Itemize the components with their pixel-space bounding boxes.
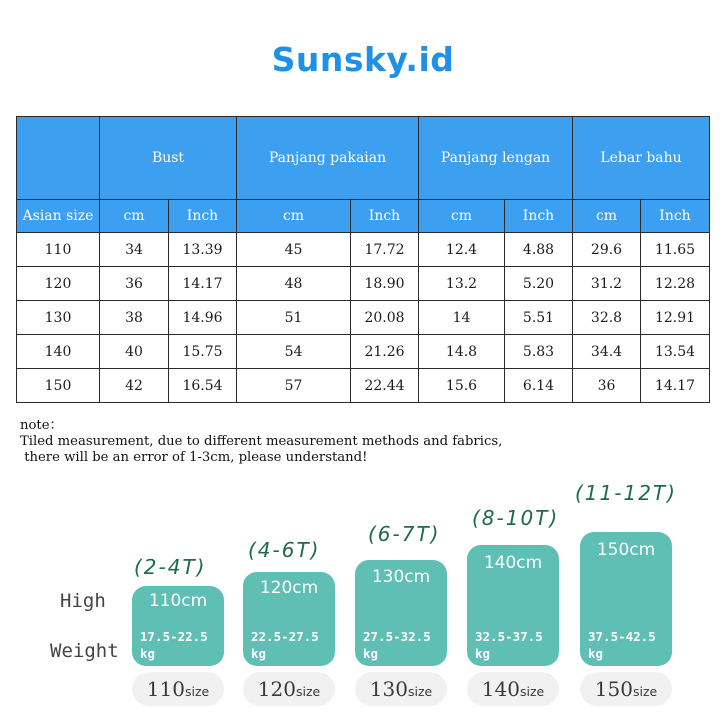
size-card xyxy=(467,545,559,666)
table-cell: 45 xyxy=(237,233,351,267)
weight-value xyxy=(475,628,559,662)
size-card xyxy=(580,532,672,666)
unit-header: cm xyxy=(573,200,641,233)
group-header-panjang-pakaian: Panjang pakaian xyxy=(237,117,419,200)
table-cell: 36 xyxy=(100,267,169,301)
size-pill xyxy=(580,672,672,706)
weight-value xyxy=(363,628,447,662)
table-cell: 20.08 xyxy=(351,301,419,335)
table-row xyxy=(17,369,710,403)
table-cell: 5.83 xyxy=(505,335,573,369)
brand-title: Sunsky.id xyxy=(271,40,455,79)
height-value: 130cm xyxy=(371,567,431,587)
note-title: note： xyxy=(20,418,63,433)
height-value: 140cm xyxy=(483,553,543,573)
age-range-label: (11-12T) xyxy=(575,481,677,505)
table-cell: 57 xyxy=(237,369,351,403)
table-cell: 12.91 xyxy=(641,301,710,335)
size-number: 120 xyxy=(257,677,296,701)
weight-value xyxy=(251,628,335,662)
size-pill xyxy=(467,672,559,706)
table-row xyxy=(17,267,710,301)
table-cell: 29.6 xyxy=(573,233,641,267)
table-cell: 110 xyxy=(17,233,100,267)
table-corner-cell xyxy=(17,117,100,200)
table-group-header-row xyxy=(17,117,710,200)
table-cell: 15.75 xyxy=(169,335,237,369)
height-value: 120cm xyxy=(259,578,319,598)
height-value: 150cm xyxy=(596,540,656,560)
table-cell: 14.17 xyxy=(169,267,237,301)
weight-value xyxy=(588,628,672,662)
table-cell: 21.26 xyxy=(351,335,419,369)
weight-value xyxy=(140,628,224,662)
note-block xyxy=(20,418,710,466)
size-pill xyxy=(243,672,335,706)
unit-header: cm xyxy=(100,200,169,233)
table-cell: 140 xyxy=(17,335,100,369)
weight-range: 27.5-32.5 xyxy=(363,629,431,644)
table-cell: 14.17 xyxy=(641,369,710,403)
age-range-label: (8-10T) xyxy=(472,506,560,530)
table-cell: 14 xyxy=(419,301,505,335)
table-row xyxy=(17,301,710,335)
table-cell: 12.4 xyxy=(419,233,505,267)
table-cell: 48 xyxy=(237,267,351,301)
size-number: 150 xyxy=(594,677,633,701)
size-unit: size xyxy=(407,684,433,699)
note-line: there will be an error of 1-3cm, please understand! xyxy=(20,450,368,465)
age-range-label: (4-6T) xyxy=(248,538,321,562)
table-cell: 34.4 xyxy=(573,335,641,369)
age-range-label: (2-4T) xyxy=(134,555,207,579)
size-number: 140 xyxy=(481,677,520,701)
table-cell: 31.2 xyxy=(573,267,641,301)
height-value: 110cm xyxy=(148,591,208,611)
table-cell: 40 xyxy=(100,335,169,369)
size-card xyxy=(132,586,224,666)
table-cell: 42 xyxy=(100,369,169,403)
table-cell: 17.72 xyxy=(351,233,419,267)
weight-range: 22.5-27.5 xyxy=(251,629,319,644)
unit-header: cm xyxy=(237,200,351,233)
weight-range: 37.5-42.5 xyxy=(588,629,656,644)
size-pill xyxy=(355,672,447,706)
size-card xyxy=(355,560,447,666)
table-cell: 38 xyxy=(100,301,169,335)
table-cell: 32.8 xyxy=(573,301,641,335)
size-header: Asian size xyxy=(17,200,100,233)
table-cell: 51 xyxy=(237,301,351,335)
weight-label: Weight xyxy=(50,640,119,662)
size-card xyxy=(243,572,335,666)
size-pill xyxy=(132,672,224,706)
table-cell: 5.51 xyxy=(505,301,573,335)
size-unit: size xyxy=(184,684,210,699)
weight-unit: kg xyxy=(588,646,604,661)
table-cell: 16.54 xyxy=(169,369,237,403)
size-unit: size xyxy=(295,684,321,699)
table-cell: 54 xyxy=(237,335,351,369)
table-cell: 36 xyxy=(573,369,641,403)
note-line: Tiled measurement, due to different measurement methods and fabrics, xyxy=(20,434,503,449)
group-header-panjang-lengan: Panjang lengan xyxy=(419,117,573,200)
unit-header: Inch xyxy=(169,200,237,233)
weight-unit: kg xyxy=(251,646,267,661)
table-row xyxy=(17,335,710,369)
weight-unit: kg xyxy=(475,646,491,661)
table-cell: 34 xyxy=(100,233,169,267)
table-cell: 6.14 xyxy=(505,369,573,403)
table-cell: 14.8 xyxy=(419,335,505,369)
table-cell: 15.6 xyxy=(419,369,505,403)
table-cell: 14.96 xyxy=(169,301,237,335)
table-cell: 120 xyxy=(17,267,100,301)
table-cell: 5.20 xyxy=(505,267,573,301)
size-number: 130 xyxy=(369,677,408,701)
high-label: High xyxy=(60,590,106,612)
table-cell: 22.44 xyxy=(351,369,419,403)
size-table xyxy=(16,116,710,403)
group-header-bust: Bust xyxy=(100,117,237,200)
age-range-label: (6-7T) xyxy=(368,522,441,546)
unit-header: cm xyxy=(419,200,505,233)
group-header-lebar-bahu: Lebar bahu xyxy=(573,117,710,200)
table-cell: 18.90 xyxy=(351,267,419,301)
table-cell: 4.88 xyxy=(505,233,573,267)
table-unit-header-row xyxy=(17,200,710,233)
weight-unit: kg xyxy=(140,646,156,661)
table-cell: 150 xyxy=(17,369,100,403)
table-cell: 11.65 xyxy=(641,233,710,267)
unit-header: Inch xyxy=(505,200,573,233)
size-unit: size xyxy=(632,684,658,699)
unit-header: Inch xyxy=(351,200,419,233)
table-cell: 13.39 xyxy=(169,233,237,267)
size-unit: size xyxy=(519,684,545,699)
table-cell: 12.28 xyxy=(641,267,710,301)
unit-header: Inch xyxy=(641,200,710,233)
table-row xyxy=(17,233,710,267)
weight-range: 32.5-37.5 xyxy=(475,629,543,644)
table-cell: 13.2 xyxy=(419,267,505,301)
weight-range: 17.5-22.5 xyxy=(140,629,208,644)
weight-unit: kg xyxy=(363,646,379,661)
table-cell: 13.54 xyxy=(641,335,710,369)
table-cell: 130 xyxy=(17,301,100,335)
size-number: 110 xyxy=(146,677,185,701)
